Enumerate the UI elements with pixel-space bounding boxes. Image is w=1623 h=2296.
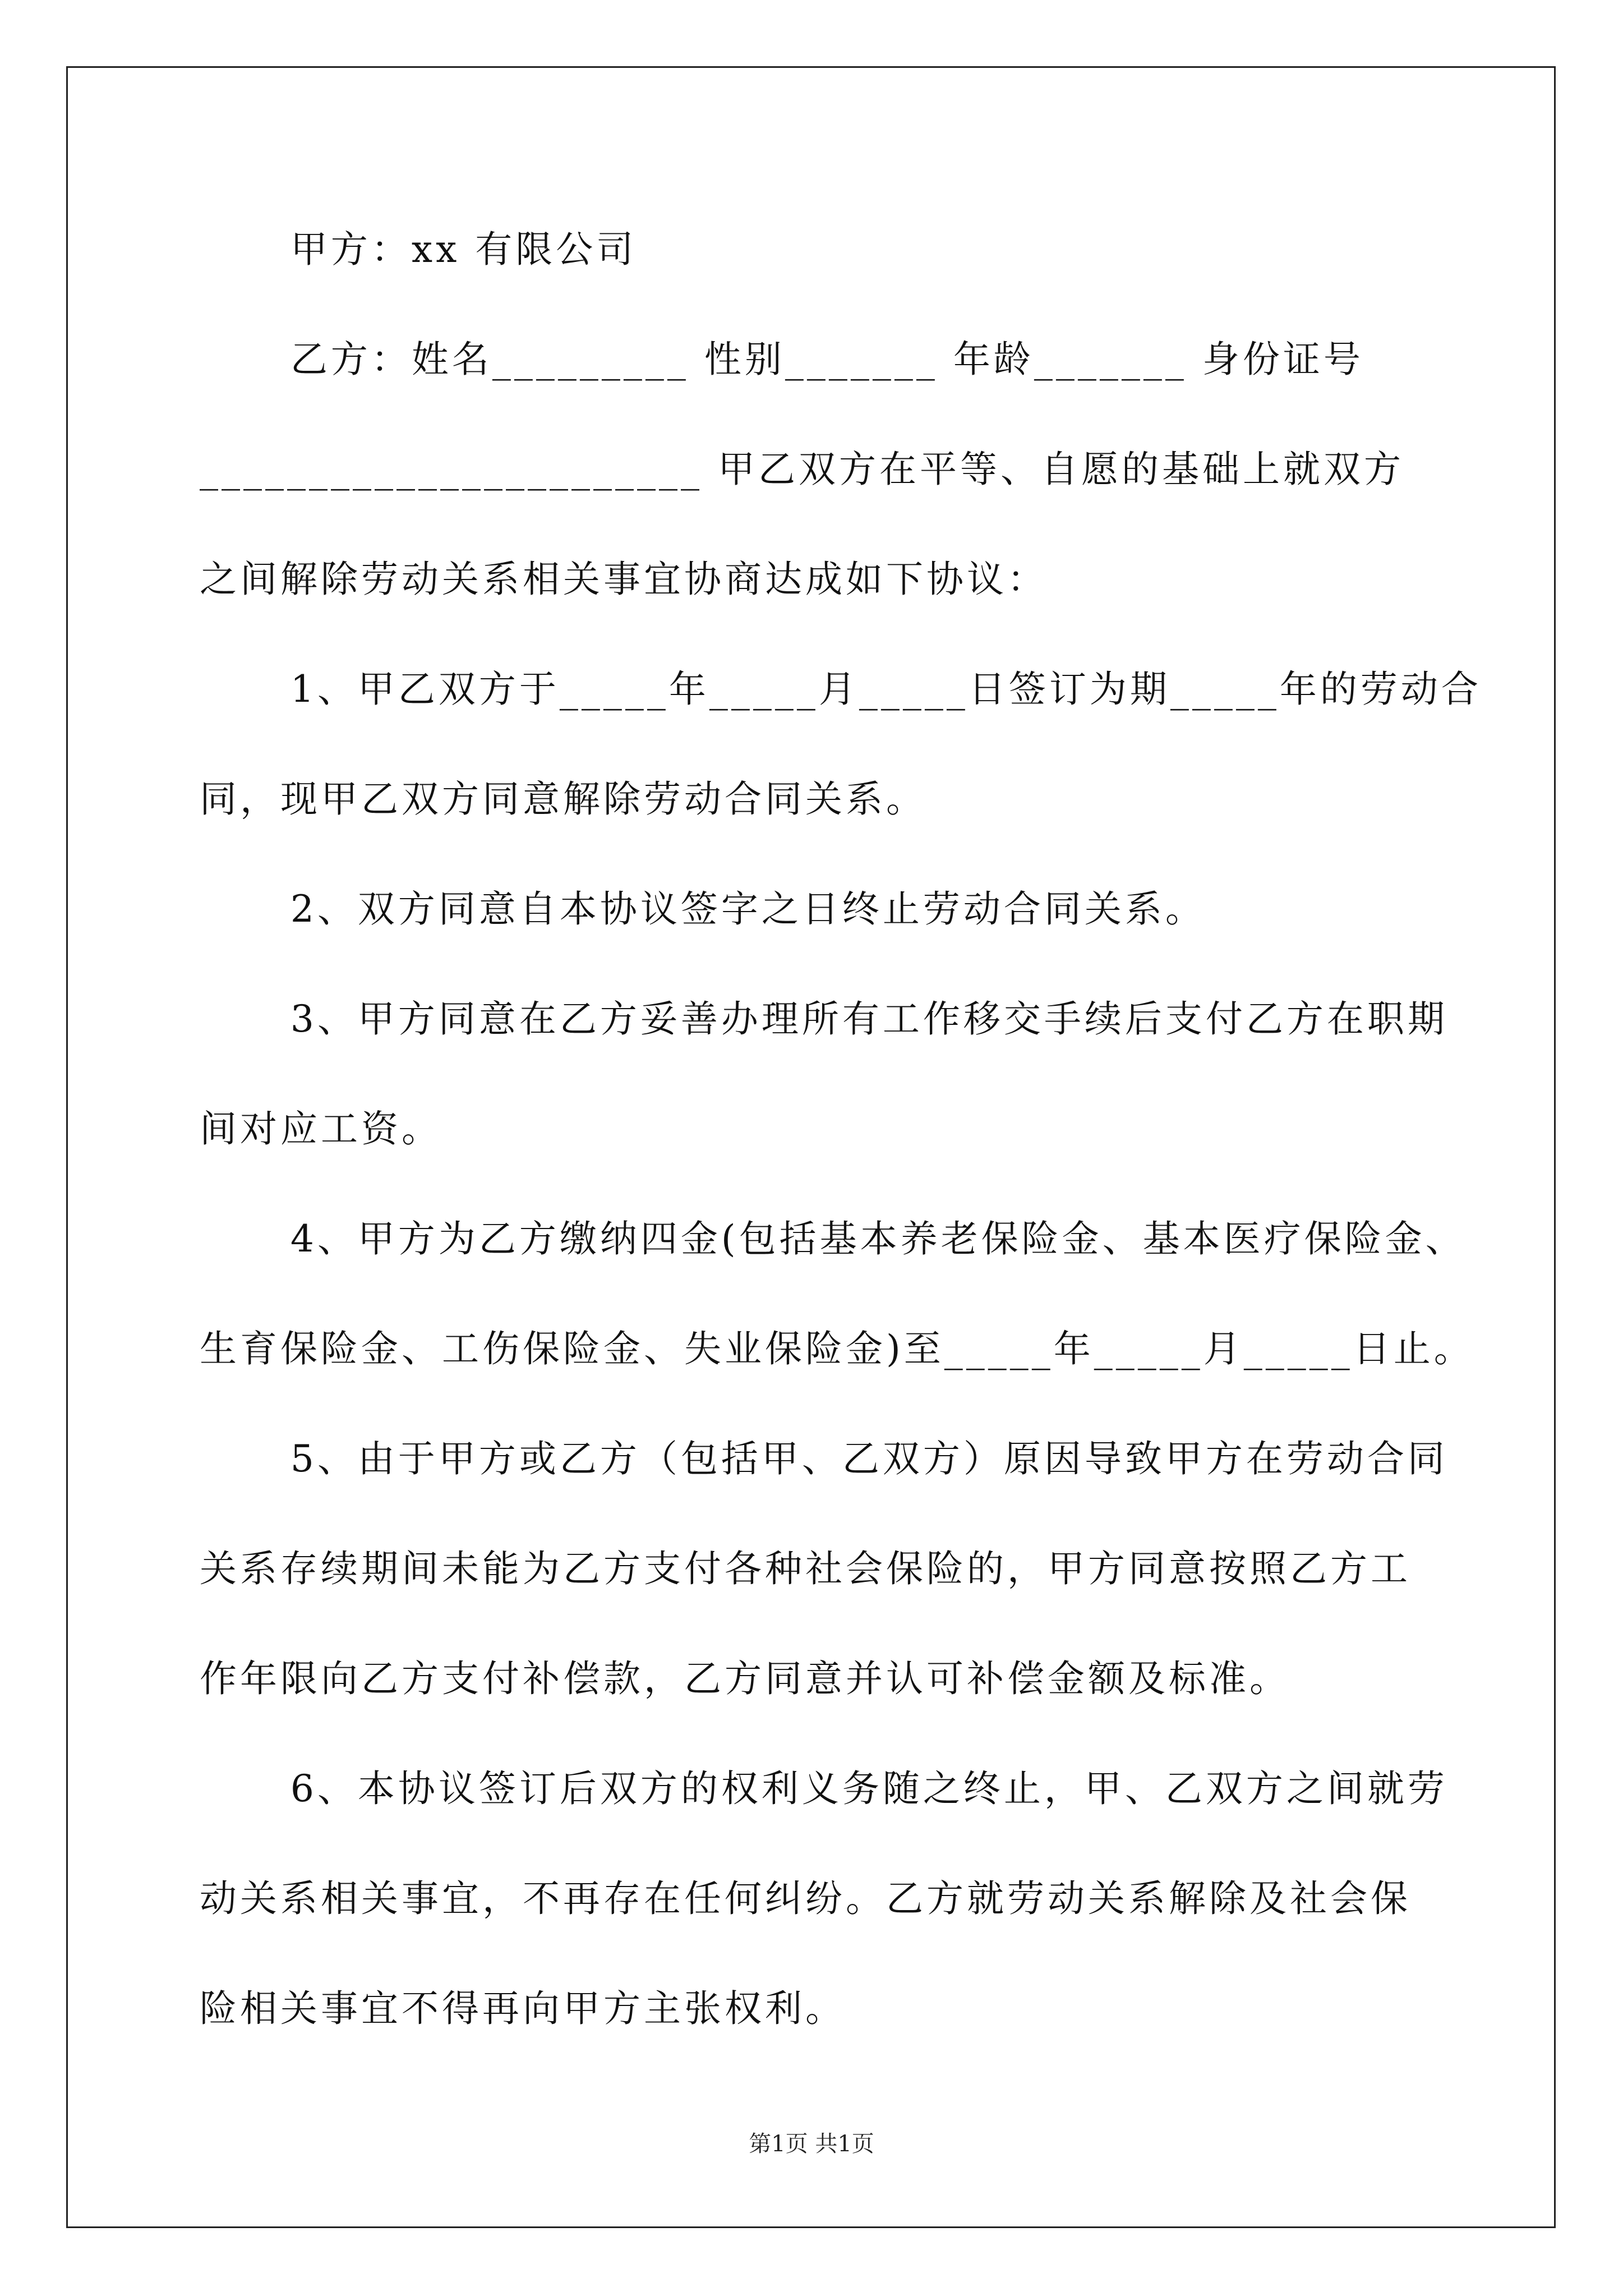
id-number-line: _______________________ 甲乙双方在平等、自愿的基础上就双方 xyxy=(200,448,1404,491)
clause-6-line-1: 6、本协议签订后双方的权利义务随之终止，甲、乙双方之间就劳 xyxy=(200,1767,1448,1810)
clause-4-line-1: 4、甲方为乙方缴纳四金(包括基本养老保险金、基本医疗保险金、 xyxy=(200,1217,1466,1260)
clause-4-line-2: 生育保险金、工伤保险金、失业保险金)至_____年_____月_____日止。 xyxy=(200,1327,1474,1370)
clause-6-line-3: 险相关事宜不得再向甲方主张权利。 xyxy=(200,1987,846,2030)
clause-5-line-2: 关系存续期间未能为乙方支付各种社会保险的，甲方同意按照乙方工 xyxy=(200,1547,1411,1590)
preamble-line: 之间解除劳动关系相关事宜协商达成如下协议： xyxy=(200,558,1048,601)
party-a-line: 甲方：xx 有限公司 xyxy=(200,228,637,271)
clause-2-line-1: 2、双方同意自本协议签字之日终止劳动合同关系。 xyxy=(200,887,1206,931)
clause-3-line-1: 3、甲方同意在乙方妥善办理所有工作移交手续后支付乙方在职期 xyxy=(200,997,1448,1041)
page-footer: 第1页 共1页 xyxy=(749,2131,874,2157)
clause-3-line-2: 间对应工资。 xyxy=(200,1107,442,1151)
clause-5-line-1: 5、由于甲方或乙方（包括甲、乙双方）原因导致甲方在劳动合同 xyxy=(200,1437,1448,1480)
clause-6-line-2: 动关系相关事宜，不再存在任何纠纷。乙方就劳动关系解除及社会保 xyxy=(200,1877,1411,1920)
clause-5-line-3: 作年限向乙方支付补偿款，乙方同意并认可补偿金额及标准。 xyxy=(200,1657,1290,1700)
clause-1-line-1: 1、甲乙双方于_____年_____月_____日签订为期_____年的劳动合 xyxy=(200,668,1482,711)
party-b-line: 乙方：姓名_________ 性别_______ 年龄_______ 身份证号 xyxy=(200,338,1364,381)
clause-1-line-2: 同，现甲乙双方同意解除劳动合同关系。 xyxy=(200,777,926,821)
